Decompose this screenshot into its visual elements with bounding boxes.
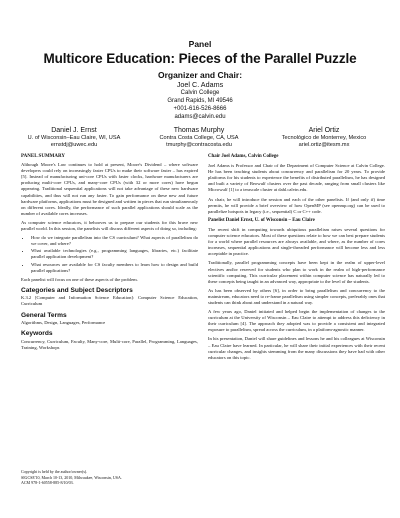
chair-address: Grand Rapids, MI 49546 xyxy=(167,98,233,104)
copyright-line: SIGCSE'10, March 10-13, 2010, Milwaukee, Wisconsin, USA. xyxy=(21,474,122,480)
panelist-email: ariel.ortiz@itesm.mx xyxy=(298,141,350,148)
body-paragraph: Traditionally, parallel programming concepts have been kept in the realm of upper-level electives and/or reserved for students who plan to work in the realm of high-performance scientific computing. This curricular placement within computer science has naturally led to these concepts being taught in an advanced way, appropriate to the level of the students. xyxy=(208,260,385,284)
list-item: • What resources are available for CS faculty members to learn how to design and build parallel applications? xyxy=(31,262,198,274)
chair-phone: +001-616-526-8666 xyxy=(173,106,227,112)
panelist-block xyxy=(139,127,259,149)
panelist-affiliation: Tecnológico de Monterrey, Mexico xyxy=(281,135,367,141)
panelist-block xyxy=(14,127,134,149)
chair-email: adams@calvin.edu xyxy=(174,114,226,120)
panelist-affiliation: Contra Costa College, CA, USA xyxy=(159,135,239,141)
panelist-email: ernstdj@uwec.edu xyxy=(50,141,98,148)
summary-heading: PANEL SUMMARY xyxy=(21,154,66,159)
body-paragraph: A few years ago, Daniel initiated and helped begin the implementation of changes to the curriculum at the University of Wisconsin – Eau Claire to attempt to address this deficiency in their curriculum [4]. The approach they adopted was to provide a consistent and integrated exposure to parallelism, spread across the curriculum, in a platform-agnostic manner. xyxy=(208,309,385,333)
body-paragraph: Joel Adams is Professor and Chair of the Department of Computer Science at Calvin College. He has been teaching students about concurrency and parallelism for 20 years. To provide platforms for his students to experience the benefits of distributed parallelism, he has designed and built a variety of Beowulf clusters over the past decade, ranging from small clusters like Microwulf [1] to a terascale cluster at dahl.calvin.edu. xyxy=(208,163,385,193)
panelist-affiliation: U. of Wisconsin–Eau Claire, WI, USA xyxy=(27,135,121,141)
panelist-email: tmurphy@contracosta.edu xyxy=(166,141,232,148)
section-signature: Chair Joel Adams, Calvin College xyxy=(208,154,279,159)
panelist-name: Thomas Murphy xyxy=(173,127,225,134)
body-paragraph: The recent shift in computing towards ubiquitous parallelism raises several questions for computer science educators. Most of these questions relate to how we can best prepare students for a world where parallel resources are always available, and where, as the number of cores increases, sequential applications and single-threaded performance will become less and less acceptable in practice. xyxy=(208,226,385,257)
paper-title: Multicore Education: Pieces of the Parallel Puzzle xyxy=(43,51,357,66)
panel-kicker: Panel xyxy=(188,39,212,49)
copyright-line: Copyright is held by the author/owner(s). xyxy=(21,469,88,474)
chair-affiliation: Calvin College xyxy=(180,90,220,96)
body-paragraph: As has been observed by others [6], in order to bring parallelism and concurrency to the mainstream, educators need to re-frame parallelism using simpler concepts, preferably ones that students can think about and understand in a natural way. xyxy=(208,287,385,305)
organizer-label: Organizer and Chair: xyxy=(157,70,243,80)
copyright-line: ACM 978-1-60558-885-8/10/03. xyxy=(21,480,74,485)
right-column xyxy=(208,154,385,364)
summary-paragraph: Each panelist will focus on one of these aspects of the problem. xyxy=(21,276,138,282)
categories-heading: Categories and Subject Descriptors xyxy=(21,286,133,294)
terms-heading: General Terms xyxy=(21,311,67,319)
summary-paragraph: Although Moore's Law continues to hold at present, Moore's Dividend – where software developers could rely on increasingly faster CPUs to make their software faster – has expired [5]. Instead of manufacturing uni-core CPUs with faster clocks, hardware manufacturers are producing multi-core CPUs, and many-core CPUs (with 32 or more cores) have begun appearing. Traditional sequential applications will not take advantage of these new hardware capabilities, and thus will not run any faster. To gain performance on these new and future hardware platforms, applications must be designed and written in pieces that run simultaneously on different cores. Ideally, the performance of such parallel applications should scale as the number of available cores increases. xyxy=(21,162,198,216)
keywords-text: Concurrency, Curriculum, Faculty, Many-core, Multi-core, Parallel, Programming, Languages, Training, Workshops xyxy=(21,338,198,350)
panelist-name: Ariel Ortiz xyxy=(308,127,340,134)
list-item: • How do we integrate parallelism into the CS curriculum? What aspects of parallelism do we cover, and where? xyxy=(31,235,198,247)
panelist-name: Daniel J. Ernst xyxy=(51,127,97,134)
question-list xyxy=(21,235,198,274)
summary-paragraph: As computer science educators, it behooves us to prepare our students for this brave new parallel world. In this session, the panelists will discuss different aspects of doing so, including: xyxy=(21,219,198,232)
terms-text: Algorithms, Design, Languages, Performance xyxy=(21,320,106,326)
panelist-block xyxy=(264,127,384,149)
body-paragraph: As chair, he will introduce the session and each of the other panelists. If (and only if) time permits, he will provide a brief overview of how OpenMP (see openmp.org) can be used to parallelize hotspots in legacy (i.e., sequential) C or C++ code. xyxy=(208,196,385,214)
copyright-notice xyxy=(21,469,198,486)
section-signature: Panelist Daniel Ernst, U. of Wisconsin – Eau Claire xyxy=(208,217,315,223)
keywords-heading: Keywords xyxy=(21,330,53,338)
categories-text: K.3.2 [Computer and Information Science Education]: Computer Science Education, Curriculum xyxy=(21,295,198,307)
left-column xyxy=(21,154,198,354)
chair-name: Joel C. Adams xyxy=(176,80,224,89)
list-item: • What available technologies (e.g., programming languages, libraries, etc.) facilitate parallel application development? xyxy=(31,248,198,260)
body-paragraph: In his presentation, Daniel will share guidelines and lessons he and his colleagues at Wisconsin – Eau Claire have learned. In particular, he will share their initial experiences with their recent curricular changes, and insights stemming from the many discussions they have had with other educators on this topic. xyxy=(208,336,385,360)
